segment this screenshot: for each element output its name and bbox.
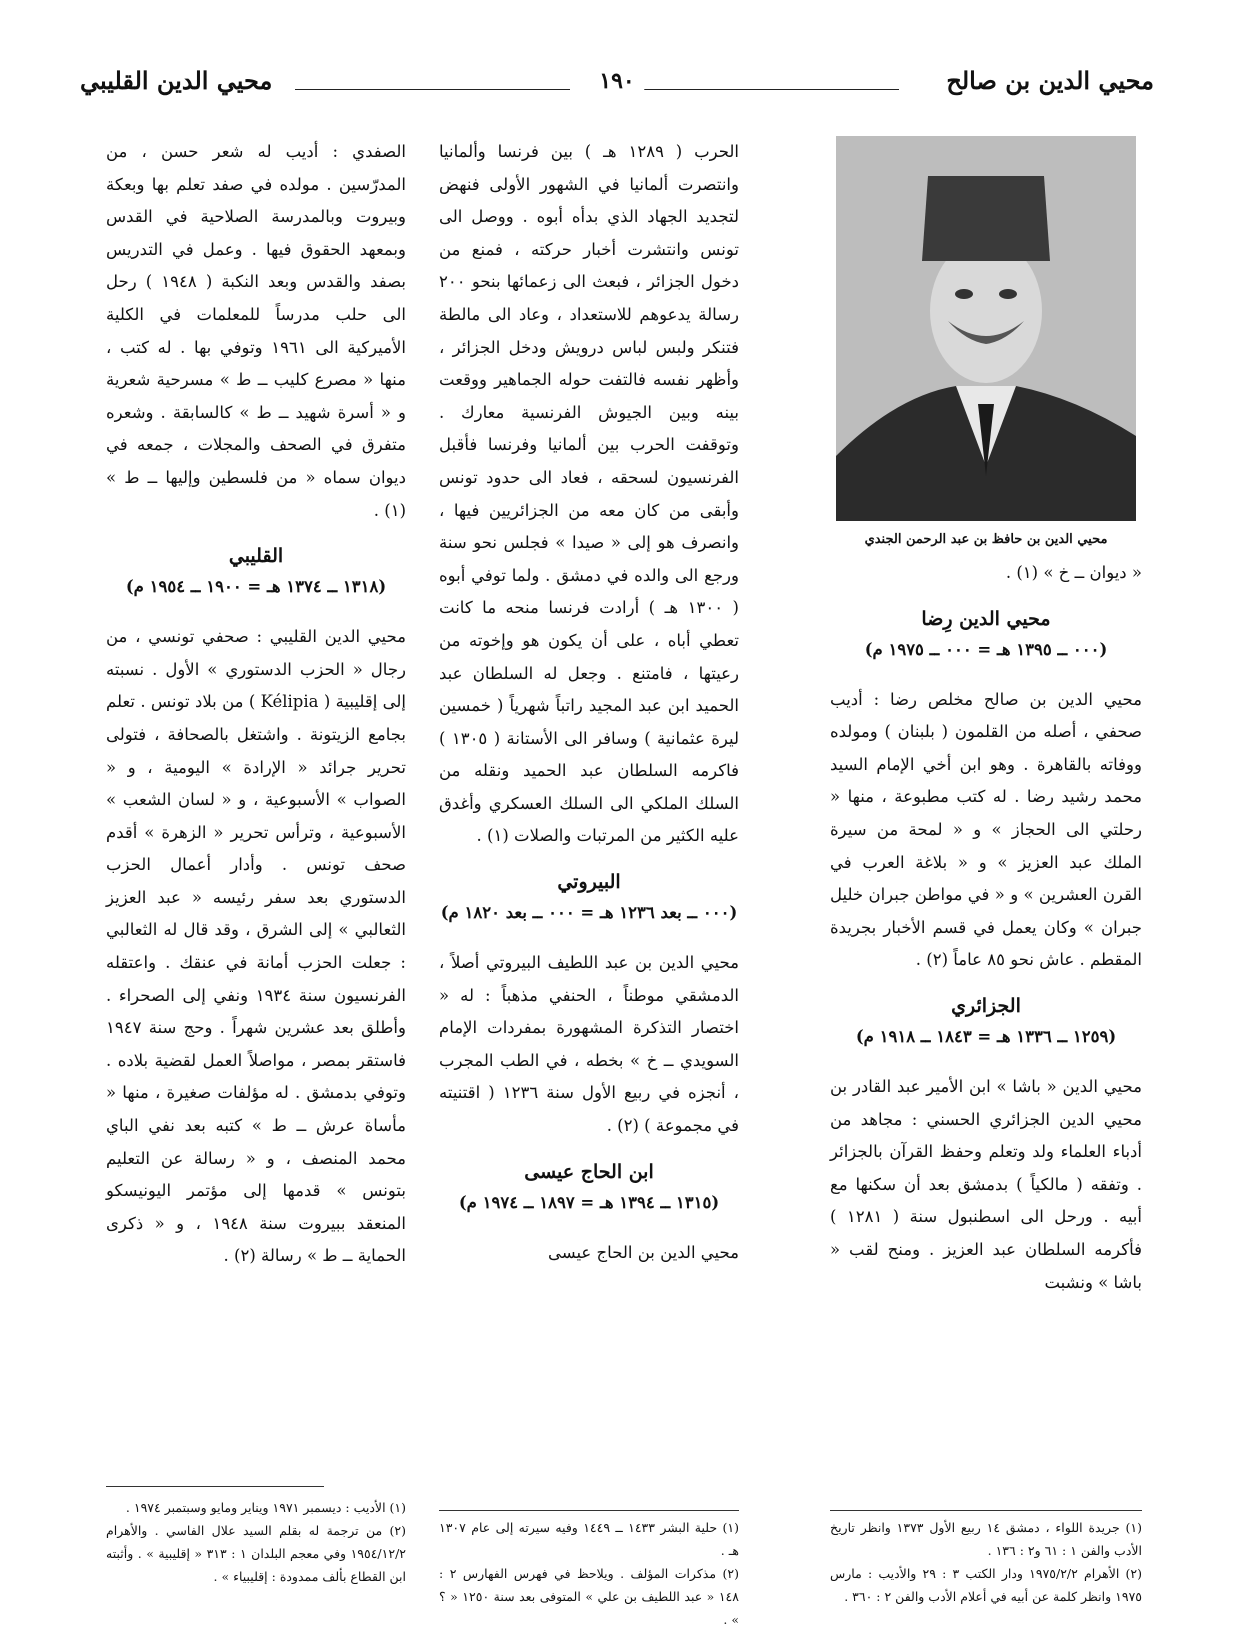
- page-number: ١٩٠: [589, 68, 644, 94]
- footnote-left-1: (١) الأديب : ديسمبر ١٩٧١ ويناير ومايو وسبتمبر ١٩٧٤ .: [125, 1500, 406, 1515]
- entry-title-ibn-alhaj-issa: ابن الحاج عيسى: [524, 1160, 654, 1183]
- footnote-rule-middle: [439, 1510, 739, 1511]
- footnotes-right: [830, 1516, 1142, 1608]
- running-header: [80, 66, 1154, 106]
- entry-text-rida: محيي الدين بن صالح مخلص رضا : أديب صحفي ، أصله من القلمون ( بلبنان ) ومولده ووفاته بالقاهرة . وهو ابن أخي الإمام السيد محمد رشيد رضا . له كتب مطبوعة ، منها « رحلتي الى الحجاز » و « لمحة من سيرة الملك عبد العزيز » و « بلاغة العرب في القرن العشرين » و « في مواطن جبران خليل جبران » وكان يعمل في قسم الأخبار بجريدة المقطم . عاش نحو ٨٥ عاماً (٢) .: [830, 689, 1142, 970]
- footnotes-middle: [439, 1516, 739, 1631]
- entry-text-ibn-alhaj-issa: محيي الدين بن الحاج عيسى: [547, 1242, 739, 1262]
- portrait-photo: [836, 136, 1136, 521]
- entry-dates-rida: (٠٠٠ ــ ١٣٩٥ هـ = ٠٠٠ ــ ١٩٧٥ م): [864, 639, 1108, 659]
- portrait-figure-icon: [836, 136, 1136, 521]
- entry-text-qalibi: محيي الدين القليبي : صحفي تونسي ، من رجال « الحزب الدستوري » الأول . نسبته إلى إقليبية ( Kélipia ) من بلاد تونس . تعلم بجامع الزيتونة . واشتغل بالصحافة ، فتولى تحرير جرائد « الإرادة » اليومية ، و « الصواب » الأسبوعية ، و « لسان الشعب » الأسبوعية ، وترأس تحرير « الزهرة » أقدم صحف تونس . وأدار أعمال الحزب الدستوري بعد سفر رئيسه « عبد العزيز الثعالبي » إلى الشرق ، وقد قال له الثعالبي : جعلت الحزب أمانة في عنقك . واعتقله الفرنسيون سنة ١٩٣٤ ونفي إلى الصحراء . وأطلق بعد عشرين شهراً . وحج سنة ١٩٤٧ فاستقر بمصر ، مواصلاً العمل لقضية بلاده . وتوفي بدمشق . له مؤلفات صغيرة ، منها « مأساة عرش ــ ط » كتبه بعد نفي الباي محمد المنصف ، و « رسالة عن التعليم بتونس » قدمها إلى مؤتمر اليونيسكو المنعقد ببيروت سنة ١٩٤٨ ، و « ذكرى الحماية ــ ط » رسالة (٢) .: [106, 627, 406, 1266]
- footnote-rule-left: [106, 1486, 324, 1487]
- footnote-middle-2: (٢) مذكرات المؤلف . ويلاحظ في فهرس الفهارس ٢ : ١٤٨ « عبد اللطيف بن علي » المتوفى بعد سنة ١٢٥٠ « ؟ » .: [439, 1566, 739, 1627]
- continued-entry-text-left: الصفدي : أديب له شعر حسن ، من المدرّسين . مولده في صفد تعلم بها وبعكة وبيروت وبالمدرسة الصلاحية في القدس وبمعهد الحقوق فيها . وعمل في التدريس بصفد والقدس وبعد النكبة ( ١٩٤٨ ) رحل الى حلب مدرساً للمعلمات في الكلية الأميركية الى ١٩٦١ وتوفي بها . له كتب ، منها « مصرع كليب ــ ط » مسرحية شعرية و « أسرة شهيد ــ ط » كالسابقة . وشعره متفرق في الصحف والمجلات ، جمعه في ديوان سماه « من فلسطين وإليها ــ ط » (١) .: [106, 142, 406, 520]
- entry-text-jazairi: محيي الدين « باشا » ابن الأمير عبد القادر بن محيي الدين الجزائري الحسني : مجاهد من أدباء العلماء ولد وتعلم وحفظ القرآن بالجزائر . وتفقه ( مالكياً ) بدمشق بعد أن سكنها مع أبيه . ورحل الى اسطنبول سنة ( ١٢٨١ ) فأكرمه السلطان عبد العزيز . ومنح لقب « باشا » ونشبت: [830, 1076, 1142, 1292]
- entry-title-rida: محيي الدين رِضا: [921, 607, 1051, 630]
- footnote-right-2: (٢) الأهرام ١٩٧٥/٢/٢ ودار الكتب ٣ : ٢٩ والأديب : مارس ١٩٧٥ وانظر كلمة عن أبيه في أعلام الأدب والفن ٢ : ٣٦٠ .: [830, 1566, 1143, 1604]
- photo-caption: محيي الدين بن حافظ بن عبد الرحمن الجندي: [864, 532, 1108, 547]
- entry-text-beiruti: محيي الدين بن عبد اللطيف البيروتي أصلاً ، الدمشقي موطناً ، الحنفي مذهباً : له « اختصار التذكرة المشهورة بمفردات الإمام السويدي ــ خ » بخطه ، في الطب المجرب ، أنجزه في ربيع الأول سنة ١٢٣٦ ( اقتنيته في مجموعة ) (٢) .: [439, 953, 739, 1136]
- footnote-left-2: (٢) من ترجمة له بقلم السيد علال الفاسي . والأهرام ١٩٥٤/١٢/٢ وفي معجم البلدان ١ : ٣١٣ « إقليبية » . وأثبته ابن القطاع بألف ممدودة : إقليبياء » .: [106, 1523, 406, 1584]
- entry-dates-jazairi: (١٢٥٩ ــ ١٣٣٦ هـ = ١٨٤٣ ــ ١٩١٨ م): [855, 1026, 1117, 1046]
- left-column: [106, 136, 406, 1273]
- header-left-title: محيي الدين القليبي: [80, 66, 273, 95]
- middle-column: [439, 136, 739, 1269]
- footnote-middle-1: (١) حلية البشر ١٤٣٣ ــ ١٤٤٩ وفيه سيرته إلى عام ١٣٠٧ هـ .: [439, 1520, 739, 1558]
- continued-entry-text: الحرب ( ١٢٨٩ هـ ) بين فرنسا وألمانيا وانتصرت ألمانيا في الشهور الأولى فنهض لتجديد الجهاد الذي بدأه أبوه . ووصل الى تونس وانتشرت أخبار حركته ، فمنع من دخول الجزائر ، فبعث الى زعمائها بنحو ٢٠٠ رسالة يدعوهم للاستعداد ، وعاد الى مالطة فتنكر ولبس لباس درويش ودخل الجزائر ، وأظهر نفسه فالتفت حوله الجماهير ووقعت بينه وبين الجيوش الفرنسية معارك . وتوقفت الحرب بين ألمانيا وفرنسا فأقبل الفرنسيون لسحقه ، فعاد الى حدود تونس وأبقى من كان معه من الجزائريين فيها ، وانصرف هو إلى « صيدا » فجلس نحو سنة ورجع الى والده في دمشق . ولما توفي أبوه ( ١٣٠٠ هـ ) أرادت فرنسا منحه ما كانت تعطي أباه ، على أن يكون هو وإخوته من رعيتها ، فامتنع . وجعل له السلطان عبد الحميد ابن عبد المجيد راتباً شهرياً ( خمسين ليرة عثمانية ) وسافر الى الأستانة ( ١٣٠٥ ) فاكرمه السلطان عبد الحميد ونقله من السلك الملكي الى السلك العسكري وأغدق عليه الكثير من المرتبات والصلات (١) .: [439, 142, 739, 846]
- entry-dates-qalibi: (١٣١٨ ــ ١٣٧٤ هـ = ١٩٠٠ ــ ١٩٥٤ م): [125, 577, 387, 597]
- previous-entry-tail: « ديوان ــ خ » (١) .: [1005, 563, 1142, 582]
- footnote-rule-right: [830, 1510, 1142, 1511]
- right-column: [830, 136, 1142, 1299]
- footnotes-left: [106, 1496, 406, 1588]
- entry-dates-beiruti: (٠٠٠ ــ بعد ١٢٣٦ هـ = ٠٠٠ ــ بعد ١٨٢٠ م): [440, 903, 738, 923]
- entry-title-jazairi: الجزائري: [951, 994, 1021, 1017]
- entry-title-qalibi: القليبي: [228, 545, 284, 568]
- header-right-title: محيي الدين بن صالح: [946, 66, 1154, 95]
- header-rule-right: [639, 89, 899, 90]
- footnote-right-1: (١) جريدة اللواء ، دمشق ١٤ ربيع الأول ١٣٧٣ وانظر تاريخ الأدب والفن ١ : ٦١ و٢ : ١٣٦ .: [830, 1520, 1142, 1558]
- entry-dates-ibn-alhaj-issa: (١٣١٥ ــ ١٣٩٤ هـ = ١٨٩٧ ــ ١٩٧٤ م): [458, 1192, 720, 1212]
- header-rule-left: [295, 89, 570, 90]
- entry-title-beiruti: البيروتي: [557, 871, 621, 894]
